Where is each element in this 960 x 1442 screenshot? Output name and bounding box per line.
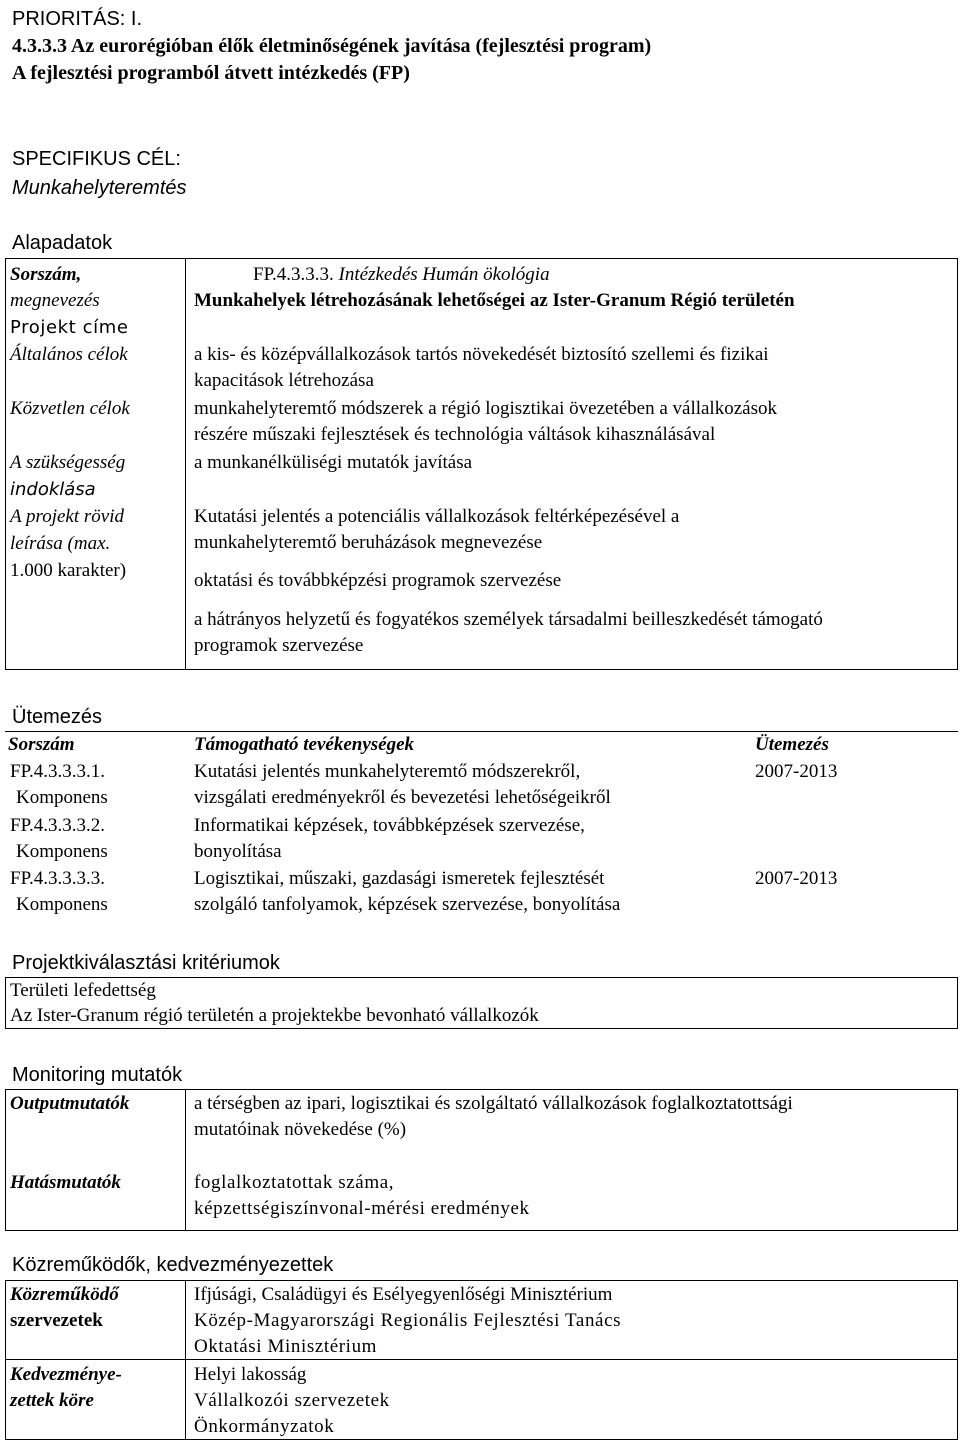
row3-type: Komponens	[16, 894, 108, 915]
label-desc-3: 1.000 karakter)	[10, 560, 127, 581]
basics-divider	[185, 258, 186, 670]
output-1: a térségben az ipari, logisztikai és szolgáltató vállalkozások foglalkoztatottsági	[194, 1093, 793, 1114]
schedule-heading: Ütemezés	[12, 706, 103, 728]
fp-code: FP.4.3.3.3.	[253, 264, 334, 285]
specific-goal-label: SPECIFIKUS CÉL:	[12, 148, 181, 170]
row1-activity-1: Kutatási jelentés munkahelyteremtő módszerekről,	[194, 761, 581, 782]
desc-a-2: munkahelyteremtő beruházások megnevezése	[194, 532, 543, 553]
criteria-label: Területi lefedettség	[10, 980, 156, 1001]
col-number: Sorszám	[8, 734, 75, 755]
ben-2: Vállalkozói szervezetek	[194, 1390, 390, 1411]
col-activities: Támogatható tevékenységek	[194, 734, 415, 755]
partners-divider	[185, 1280, 186, 1440]
label-desc-1: A projekt rövid	[10, 506, 124, 527]
ben-label-2: zettek köre	[10, 1390, 94, 1411]
label-direct-goals: Közvetlen célok	[10, 398, 130, 419]
need-text: a munkanélküliségi mutatók javítása	[194, 452, 473, 473]
program-title: 4.3.3.3 Az eurorégióban élők életminőségének javítása (fejlesztési program)	[12, 35, 652, 57]
partners-heading: Közreműködők, kedvezményezettek	[12, 1254, 334, 1276]
label-project-title: Projekt címe	[10, 317, 129, 338]
ben-label-1: Kedvezménye-	[10, 1364, 122, 1385]
impact-1: foglalkoztatottak száma,	[194, 1172, 395, 1193]
col-schedule: Ütemezés	[755, 734, 829, 755]
priority-label: PRIORITÁS: I.	[12, 8, 143, 30]
direct-goals-1: munkahelyteremtő módszerek a régió logisztikai övezetében a vállalkozások	[194, 398, 777, 419]
label-desc-2: leírása (max.	[10, 533, 111, 554]
row3-activity-1: Logisztikai, műszaki, gazdasági ismeretek fejlesztését	[194, 868, 605, 889]
row2-code: FP.4.3.3.3.2.	[10, 815, 106, 836]
fp-code-line	[253, 262, 550, 288]
impact-label: Hatásmutatók	[10, 1172, 121, 1193]
label-general-goals: Általános célok	[10, 344, 128, 365]
specific-goal-value: Munkahelyteremtés	[12, 177, 187, 199]
org-1: Ifjúsági, Családügyi és Esélyegyenlőségi Minisztérium	[194, 1284, 613, 1305]
general-goals-1: a kis- és középvállalkozások tartós növekedését biztosító szellemi és fizikai	[194, 344, 769, 365]
org-label-1: Közreműködő	[10, 1284, 119, 1305]
direct-goals-2: részére műszaki fejlesztések és technológia váltások kihasználásával	[194, 424, 716, 445]
row1-type: Komponens	[16, 787, 108, 808]
org-3: Oktatási Minisztérium	[194, 1336, 378, 1357]
desc-c-1: a hátrányos helyzetű és fogyatékos személyek társadalmi beilleszkedését támogató	[194, 609, 823, 630]
program-subtitle: A fejlesztési programból átvett intézkedés (FP)	[12, 62, 410, 84]
row2-type: Komponens	[16, 841, 108, 862]
row3-activity-2: szolgáló tanfolyamok, képzések szervezése, bonyolítása	[194, 894, 621, 915]
project-title: Munkahelyek létrehozásának lehetőségei az Ister-Granum Régió területén	[194, 290, 795, 311]
row2-activity-1: Informatikai képzések, továbbképzések szervezése,	[194, 815, 585, 836]
row3-code: FP.4.3.3.3.3.	[10, 868, 106, 889]
row1-activity-2: vizsgálati eredményekről és bevezetési lehetőségeikről	[194, 787, 611, 808]
org-2: Közép-Magyarországi Regionális Fejlesztési Tanács	[194, 1310, 622, 1331]
desc-a-1: Kutatási jelentés a potenciális vállalkozások feltérképezésével a	[194, 506, 680, 527]
monitoring-heading: Monitoring mutatók	[12, 1064, 183, 1086]
label-number-1: Sorszám,	[10, 264, 82, 285]
fp-measure: Intézkedés Humán ökológia	[338, 264, 550, 285]
output-2: mutatóinak növekedése (%)	[194, 1119, 407, 1140]
row1-code: FP.4.3.3.3.1.	[10, 761, 106, 782]
row2-activity-2: bonyolítása	[194, 841, 282, 862]
criteria-heading: Projektkiválasztási kritériumok	[12, 952, 280, 974]
label-need-2: indoklása	[10, 479, 96, 500]
output-label: Outputmutatók	[10, 1093, 130, 1114]
criteria-value: Az Ister-Granum régió területén a projektekbe bevonható vállalkozók	[10, 1005, 539, 1026]
desc-c-2: programok szervezése	[194, 635, 364, 656]
impact-2: képzettségiszínvonal-mérési eredmények	[194, 1198, 530, 1219]
basics-heading: Alapadatok	[12, 232, 113, 254]
desc-b: oktatási és továbbképzési programok szervezése	[194, 570, 562, 591]
monitoring-divider	[185, 1089, 186, 1231]
ben-1: Helyi lakosság	[194, 1364, 307, 1385]
org-label-2: szervezetek	[10, 1310, 103, 1331]
row3-period: 2007-2013	[755, 868, 838, 889]
partners-row-divider	[5, 1359, 958, 1360]
ben-3: Önkormányzatok	[194, 1416, 335, 1437]
label-need-1: A szükségesség	[10, 452, 126, 473]
general-goals-2: kapacitások létrehozása	[194, 370, 374, 391]
label-number-2: megnevezés	[10, 290, 100, 311]
row1-period: 2007-2013	[755, 761, 838, 782]
